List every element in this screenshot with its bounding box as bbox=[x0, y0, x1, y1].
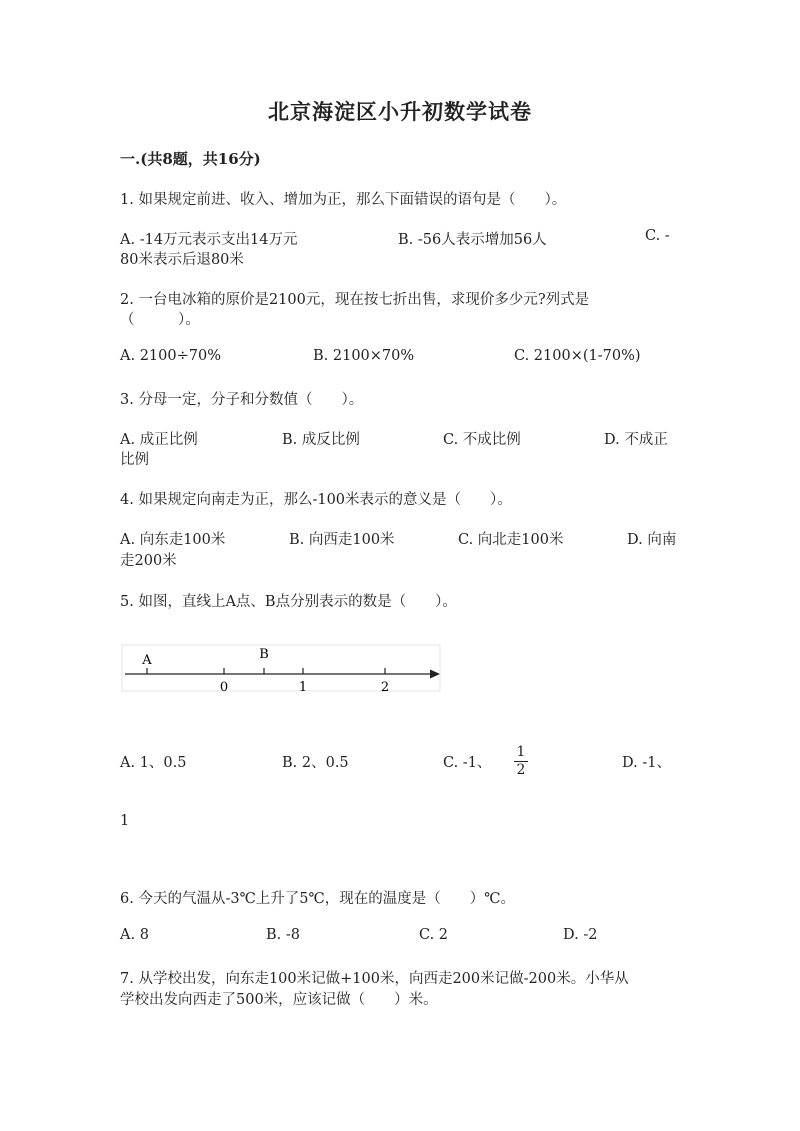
question-4-option-d: D. 向南 bbox=[627, 532, 677, 548]
number-line-figure bbox=[120, 640, 442, 696]
question-3-option-d-continued: 比例 bbox=[120, 452, 149, 468]
question-5-stem: 5. 如图，直线上A点、B点分别表示的数是（ ）。 bbox=[120, 594, 457, 610]
question-6-option-d: D. -2 bbox=[563, 927, 598, 943]
question-1-option-c: C. - bbox=[645, 228, 670, 244]
question-2-stem-continued: （ ）。 bbox=[120, 312, 200, 328]
question-2-option-a: A. 2100÷70% bbox=[120, 348, 221, 364]
question-3-stem: 3. 分母一定，分子和分数值（ ）。 bbox=[120, 392, 364, 408]
arrow-head-icon bbox=[430, 670, 440, 679]
question-6-option-b: B. -8 bbox=[266, 927, 300, 943]
question-3-option-a: A. 成正比例 bbox=[120, 432, 198, 448]
question-5-option-d-continued: 1 bbox=[120, 813, 130, 829]
question-1-option-b: B. -56人表示增加56人 bbox=[398, 232, 547, 248]
question-4-stem: 4. 如果规定向南走为正，那么-100米表示的意义是（ ）。 bbox=[120, 492, 512, 508]
question-3-option-d: D. 不成正 bbox=[604, 432, 668, 448]
question-5-option-d: D. -1、 bbox=[622, 755, 671, 771]
question-2-option-c: C. 2100×(1-70%) bbox=[514, 348, 641, 364]
question-5-option-b: B. 2、0.5 bbox=[282, 755, 349, 771]
label-b: B bbox=[259, 647, 269, 662]
question-6-option-a: A. 8 bbox=[120, 927, 149, 943]
label-0: 0 bbox=[219, 680, 229, 695]
question-5-option-a: A. 1、0.5 bbox=[120, 755, 187, 771]
question-7-stem-continued: 学校出发向西走了500米，应该记做（ ）米。 bbox=[120, 992, 438, 1008]
question-1-stem: 1. 如果规定前进、收入、增加为正，那么下面错误的语句是（ ）。 bbox=[120, 192, 567, 208]
label-1: 1 bbox=[298, 680, 308, 695]
question-1-option-c-continued: 80米表示后退80米 bbox=[120, 252, 244, 268]
label-a: A bbox=[142, 653, 152, 668]
figure-frame bbox=[122, 645, 440, 691]
label-2: 2 bbox=[380, 680, 390, 695]
question-3-option-c: C. 不成比例 bbox=[443, 432, 521, 448]
question-1-option-a: A. -14万元表示支出14万元 bbox=[120, 232, 298, 248]
question-7-stem: 7. 从学校出发，向东走100米记做+100米，向西走200米记做-200米。小华从 bbox=[120, 971, 629, 987]
page-title: 北京海淀区小升初数学试卷 bbox=[268, 99, 532, 124]
fraction-denominator: 2 bbox=[516, 762, 526, 778]
question-4-option-c: C. 向北走100米 bbox=[458, 532, 564, 548]
question-4-option-d-continued: 走200米 bbox=[120, 553, 177, 569]
question-4-option-b: B. 向西走100米 bbox=[289, 532, 395, 548]
fraction-one-half bbox=[513, 744, 529, 779]
fraction-numerator: 1 bbox=[516, 744, 526, 760]
question-5-option-c: C. -1、 bbox=[443, 755, 492, 771]
question-6-option-c: C. 2 bbox=[419, 927, 449, 943]
section-header: 一.(共8题，共16分) bbox=[120, 150, 261, 168]
question-2-stem: 2. 一台电冰箱的原价是2100元，现在按七折出售，求现价多少元?列式是 bbox=[120, 292, 590, 308]
question-3-option-b: B. 成反比例 bbox=[282, 432, 360, 448]
question-4-option-a: A. 向东走100米 bbox=[120, 532, 226, 548]
question-6-stem: 6. 今天的气温从-3℃上升了5℃，现在的温度是（ ）℃。 bbox=[120, 891, 515, 907]
question-2-option-b: B. 2100×70% bbox=[313, 348, 415, 364]
